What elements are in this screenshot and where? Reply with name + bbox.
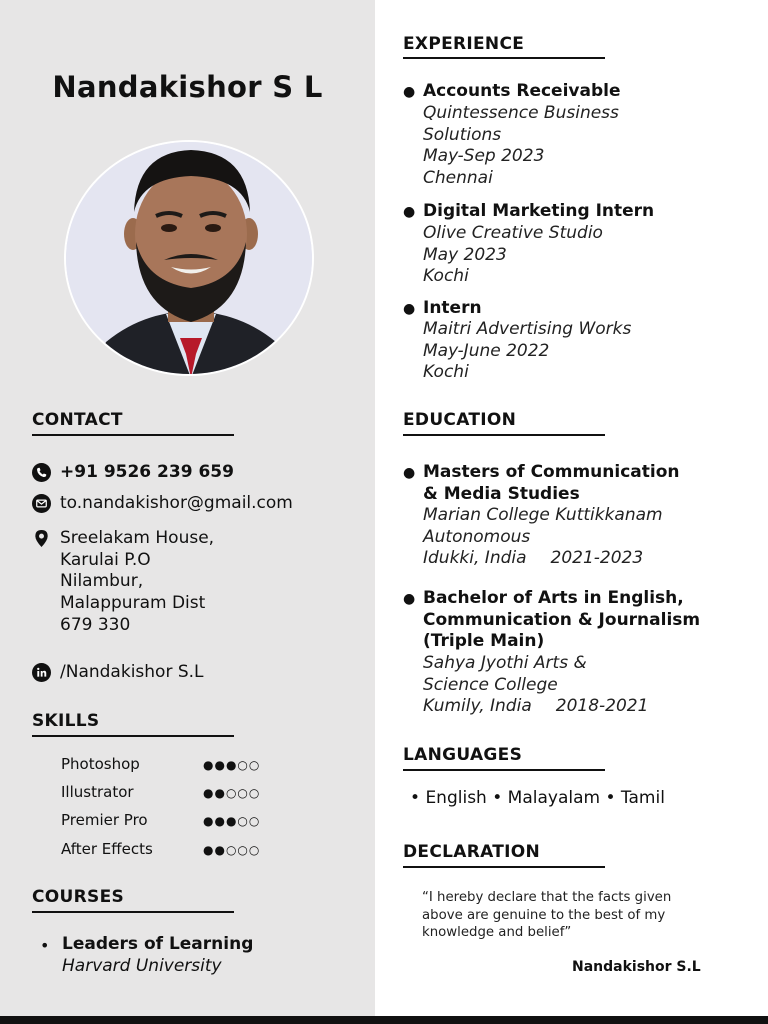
signature-name: Nandakishor S.L <box>572 959 701 975</box>
experience-heading: EXPERIENCE <box>403 34 525 54</box>
bullet: ● <box>403 84 416 100</box>
education-title-line: Masters of Communication <box>423 462 680 482</box>
email-text: to.nandakishor@gmail.com <box>60 493 293 513</box>
education-place-years <box>423 696 648 718</box>
experience-line: Olive Creative Studio <box>423 223 603 243</box>
courses-rule <box>32 911 234 913</box>
bullet: ● <box>403 465 416 481</box>
skill-rating: ●●●○○ <box>203 758 261 772</box>
education-title-line: & Media Studies <box>423 483 580 504</box>
address-line: Karulai P.O <box>60 549 151 570</box>
education-years: 2018-2021 <box>555 696 649 717</box>
education-place-years <box>423 548 663 570</box>
declaration-rule <box>403 866 605 868</box>
skill-rating: ●●○○○ <box>203 786 261 800</box>
declaration-heading: DECLARATION <box>403 842 541 862</box>
location-pin-icon <box>32 529 51 548</box>
contact-email[interactable] <box>32 493 293 515</box>
bullet: ● <box>403 204 416 220</box>
education-place: Kumily, India <box>423 696 532 717</box>
experience-line: May-June 2022 <box>423 340 550 361</box>
skill-name: Photoshop <box>61 755 140 773</box>
address-line: Malappuram Dist <box>60 593 206 614</box>
bullet: • <box>492 788 508 808</box>
experience-title: Accounts Receivable <box>423 81 621 101</box>
address-line: Nilambur, <box>60 571 144 592</box>
education-title-line: Bachelor of Arts in English, <box>423 588 684 608</box>
experience-line: Kochi <box>423 266 469 287</box>
education-years: 2021-2023 <box>550 548 644 569</box>
skills-rule <box>32 735 234 737</box>
linkedin-text: /Nandakishor S.L <box>60 662 204 682</box>
education-line: Autonomous <box>423 526 531 547</box>
experience-title: Intern <box>423 298 482 318</box>
education-title <box>423 462 679 505</box>
experience-details <box>423 103 619 190</box>
declaration-text <box>422 889 722 942</box>
phone-icon <box>32 463 51 482</box>
linkedin-icon <box>32 663 51 682</box>
experience-line: Kochi <box>423 362 469 383</box>
experience-line: Chennai <box>423 168 493 189</box>
phone-text: +91 9526 239 659 <box>60 462 234 482</box>
experience-rule <box>403 57 605 59</box>
languages-rule <box>403 769 605 771</box>
courses-heading: COURSES <box>32 887 125 907</box>
bullet: • <box>605 788 621 808</box>
experience-line: Maitri Advertising Works <box>423 319 632 339</box>
education-title-line: Communication & Journalism <box>423 609 701 630</box>
contact-phone[interactable] <box>32 462 234 484</box>
education-heading: EDUCATION <box>403 410 517 430</box>
bullet: • <box>410 788 426 808</box>
bottom-bar <box>0 1016 768 1024</box>
education-line: Marian College Kuttikkanam <box>423 505 663 525</box>
education-details <box>423 653 648 718</box>
course-institution: Harvard University <box>62 956 222 976</box>
experience-line: May 2023 <box>423 244 507 265</box>
skill-name: Illustrator <box>61 783 134 801</box>
address-line: Sreelakam House, <box>60 528 215 548</box>
declaration-line: “I hereby declare that the facts given <box>422 890 672 905</box>
contact-address <box>32 528 214 637</box>
email-icon <box>32 494 51 513</box>
skill-name: Premier Pro <box>61 811 148 829</box>
languages-heading: LANGUAGES <box>403 745 523 765</box>
bullet: ● <box>403 301 416 317</box>
skills-heading: SKILLS <box>32 711 100 731</box>
experience-line: Solutions <box>423 124 502 145</box>
contact-linkedin[interactable] <box>32 662 204 684</box>
address-text <box>60 528 214 637</box>
contact-rule <box>32 434 234 436</box>
course-title: Leaders of Learning <box>62 934 254 954</box>
profile-photo <box>64 140 314 376</box>
education-title-line: (Triple Main) <box>423 631 545 652</box>
bullet: ● <box>403 591 416 607</box>
education-line: Science College <box>423 674 558 695</box>
experience-title: Digital Marketing Intern <box>423 201 655 221</box>
experience-details <box>423 223 603 288</box>
language-item: English <box>425 788 487 808</box>
address-line: 679 330 <box>60 614 131 635</box>
language-item: Malayalam <box>507 788 601 808</box>
experience-line: Quintessence Business <box>423 103 619 123</box>
education-title <box>423 588 700 653</box>
declaration-line: knowledge and belief” <box>422 925 572 940</box>
skill-rating: ●●●○○ <box>203 814 261 828</box>
declaration-line: above are genuine to the best of my <box>422 907 666 923</box>
skill-name: After Effects <box>61 840 153 858</box>
contact-heading: CONTACT <box>32 410 123 430</box>
experience-details <box>423 319 631 384</box>
education-place: Idukki, India <box>423 548 527 569</box>
education-line: Sahya Jyothi Arts & <box>423 653 587 673</box>
education-details <box>423 505 663 570</box>
person-name: Nandakishor S L <box>52 70 323 104</box>
experience-line: May-Sep 2023 <box>423 146 545 167</box>
languages-list <box>410 788 665 808</box>
skill-rating: ●●○○○ <box>203 843 261 857</box>
education-rule <box>403 434 605 436</box>
bullet: • <box>40 936 50 955</box>
language-item: Tamil <box>620 788 665 808</box>
